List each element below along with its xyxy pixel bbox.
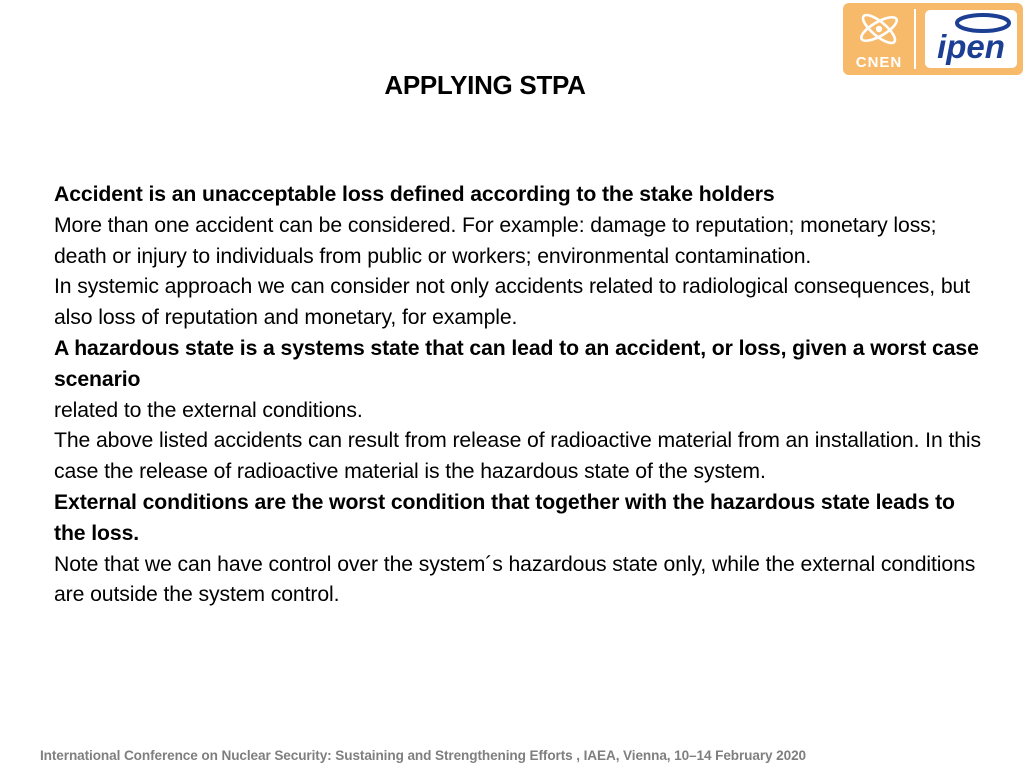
slide-title: APPLYING STPA — [384, 70, 586, 100]
ipen-logo-mark — [925, 10, 1017, 68]
external-conditions-definition: External conditions are the worst condition that together with the hazardous state leads to the loss. — [54, 490, 955, 545]
atom-icon — [858, 11, 900, 47]
conference-logo — [843, 3, 1023, 75]
control-note: Note that we can have control over the system´s hazardous state only, while the external conditions are outside the system control. — [54, 552, 976, 607]
ipen-logo-text: ipen — [937, 28, 1005, 65]
slide-body — [54, 180, 984, 611]
external-conditions-relation: related to the external conditions. — [54, 398, 363, 422]
accident-examples: More than one accident can be considered. For example: damage to reputation; monetary loss; death or injury to individuals from public or workers; environmental contamination. — [54, 213, 937, 268]
systemic-approach-note: In systemic approach we can consider not only accidents related to radiological consequences, but also loss of reputation and monetary, for example. — [54, 275, 971, 330]
release-example: The above listed accidents can result from release of radioactive material from an installation. In this case the release of radioactive material is the hazardous state of the system. — [54, 429, 982, 484]
conference-footer: International Conference on Nuclear Security: Sustaining and Strengthening Efforts , IAEA, Vienna, 10–14 February 2020 — [40, 748, 807, 763]
hazardous-state-definition: A hazardous state is a systems state that can lead to an accident, or loss, given a worst case scenario — [54, 336, 979, 391]
accident-definition: Accident is an unacceptable loss defined according to the stake holders — [54, 183, 775, 206]
cnen-logo-text: CNEN — [855, 54, 903, 71]
